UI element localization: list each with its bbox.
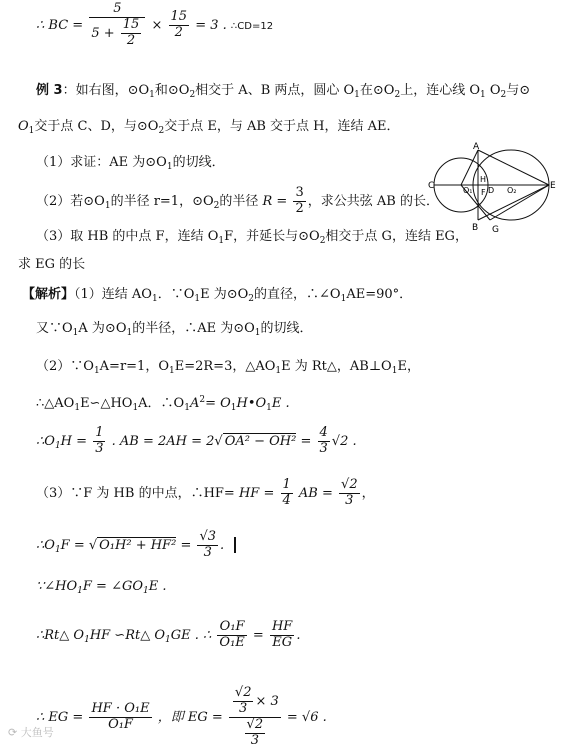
watermark-icon: ⟳ xyxy=(8,726,18,739)
solution-oh: $\therefore O_1H$ = $\frac{1}{3}$ . AB = 2AH = 2√ OA² − OH² = $\frac{4}{3}$ √2 . xyxy=(36,425,357,456)
oh-d: = xyxy=(300,433,312,449)
q2-a: （2）若⊙O xyxy=(36,193,105,209)
rt-num: O₁F xyxy=(217,620,246,636)
l3-c: AB = xyxy=(298,485,333,501)
sol-b: ．∵O xyxy=(157,287,195,302)
q2-c: 的半径 xyxy=(219,193,259,209)
bc-lhs: BC = xyxy=(48,17,84,33)
ex-l2s: 1 xyxy=(28,126,35,136)
of-s: 1 xyxy=(54,544,61,555)
q2-b: 的半径 r=1，⊙O xyxy=(110,193,214,209)
rt-frac xyxy=(217,620,246,651)
text-cursor xyxy=(234,537,236,553)
q3-s2: 2 xyxy=(319,236,326,246)
sim-g: E . xyxy=(271,396,290,411)
ang-c: E . xyxy=(148,579,167,594)
l3-b: HF = xyxy=(238,485,275,501)
l2-b: A=r=1，O xyxy=(99,359,169,374)
bc-frac2 xyxy=(169,10,190,41)
ang-s2: 1 xyxy=(143,586,149,596)
q2-s2: 2 xyxy=(213,200,220,211)
l3-frac2 xyxy=(339,478,360,509)
of-d: . xyxy=(220,537,225,553)
ex-s6: 2 xyxy=(500,90,507,100)
sim-f: H•O xyxy=(236,396,267,411)
q2-frac xyxy=(293,186,305,217)
sim-a: ∴△AO xyxy=(36,396,75,411)
oh-e: √2 . xyxy=(331,433,357,449)
eg-bigfrac-num xyxy=(229,686,281,718)
ang-a: ∵∠HO xyxy=(36,579,78,594)
rt-a: ∴Rt△ O xyxy=(36,627,85,643)
you-s: 1 xyxy=(72,328,79,338)
q1-a: （1）求证：AE 为⊙O xyxy=(36,155,167,170)
l3-num2: √2 xyxy=(341,477,358,492)
eg-dn: √2 xyxy=(246,716,264,732)
you-d: 的切线． xyxy=(260,321,313,336)
label-o1: O₁ xyxy=(463,186,473,195)
oh-den2: 3 xyxy=(319,440,328,456)
label-o2: O₂ xyxy=(507,186,517,195)
ex-s1: 1 xyxy=(149,90,155,100)
eg-nd: 3 xyxy=(239,700,248,716)
solution-rt xyxy=(36,620,300,651)
example3-line1 xyxy=(36,84,530,101)
sol-d: 的直径，∴∠O xyxy=(254,287,341,302)
watermark xyxy=(8,727,54,739)
bc-den-a: 5 + xyxy=(91,25,115,41)
eg-a: ∴ EG = xyxy=(36,709,84,725)
q3-c: 相交于点 G，连结 EG， xyxy=(325,229,468,244)
example3-line2 xyxy=(18,120,400,137)
ex-s5: 1 xyxy=(480,90,486,100)
ex-l2b: 交于点 C、D，与⊙O xyxy=(34,119,159,134)
l3-frac xyxy=(281,478,293,509)
sol-s3: 2 xyxy=(248,294,255,304)
you-s2: 1 xyxy=(126,328,133,338)
of-b: F = xyxy=(60,537,85,553)
sim-s: 1 xyxy=(74,403,81,413)
ex-t1: ：如右图，⊙O xyxy=(62,83,150,98)
geometry-figure xyxy=(428,140,558,235)
l3-den2: 3 xyxy=(345,492,354,508)
eg-nn: √2 xyxy=(234,685,252,700)
rt-c: GE . ∴ xyxy=(170,627,212,643)
ex-s3: 1 xyxy=(354,90,360,100)
oh-num: 1 xyxy=(95,425,104,440)
question-2 xyxy=(36,186,439,217)
solution-3 xyxy=(36,478,375,509)
you-b: A 为⊙O xyxy=(78,321,127,336)
of-c: = xyxy=(180,537,192,553)
line-ao1 xyxy=(461,150,478,185)
q3-s: 1 xyxy=(218,236,225,246)
label-e: E xyxy=(550,181,556,191)
question-1 xyxy=(36,156,225,173)
q2-den: 2 xyxy=(295,200,304,216)
q2-s: 1 xyxy=(104,200,111,211)
sim-e: = O xyxy=(205,396,231,411)
oh-rad: OA² − OH² xyxy=(224,433,297,449)
label-g: G xyxy=(492,225,499,235)
ex-t6: O xyxy=(485,83,501,98)
bc-den-frac xyxy=(121,18,142,49)
sim-s5: 1 xyxy=(266,403,272,413)
eg-bigfrac-den xyxy=(229,718,281,749)
ex-t5: 上，连心线 O xyxy=(400,83,480,98)
eg-den: O₁F xyxy=(108,716,133,732)
q2-num: 3 xyxy=(295,185,304,200)
eg-b: ，即 EG = xyxy=(157,709,223,725)
bc-frac2-num: 15 xyxy=(170,8,188,24)
rt-s2: 1 xyxy=(165,634,171,645)
eg-dd: 3 xyxy=(250,732,259,748)
l2-s2: 1 xyxy=(169,366,175,376)
l2-e: E， xyxy=(397,359,420,374)
ex-l2a: O xyxy=(18,119,29,134)
rt-den2: EG xyxy=(272,634,293,650)
l3-a: （3）∵F 为 HB 的中点，∴HF= xyxy=(36,485,235,501)
oh-den: 3 xyxy=(95,440,104,456)
sol-e: AE=90°． xyxy=(346,287,413,302)
example-label: 例 3 xyxy=(36,83,63,98)
label-h: H xyxy=(480,175,487,184)
l3-d: ， xyxy=(361,485,375,501)
label-f: F xyxy=(481,188,486,197)
oh-s: 1 xyxy=(54,440,61,451)
ex-l2s2: 2 xyxy=(158,126,165,136)
q1-s: 1 xyxy=(166,162,173,172)
eg-dfrac xyxy=(245,718,266,749)
ex-l2c: 交于点 E，与 AB 交于点 H，连结 AE． xyxy=(164,119,400,134)
bc-den-frac-den: 2 xyxy=(126,32,136,48)
rt-d: = xyxy=(252,627,264,643)
sim-d: A xyxy=(189,396,200,411)
of-a: ∴O xyxy=(36,537,55,553)
l2-s4: 1 xyxy=(391,366,398,376)
ex-t7: 与⊙ xyxy=(506,83,531,98)
l3-den: 4 xyxy=(282,492,291,508)
bc-frac2-den: 2 xyxy=(174,24,183,40)
solution-label: 【解析】 xyxy=(22,287,75,302)
ex-t4: 在⊙O xyxy=(359,83,395,98)
of-rad: O₁H² + HF² xyxy=(99,537,177,553)
solution-1 xyxy=(22,288,412,305)
bc-den xyxy=(89,18,145,49)
ex-s2: 2 xyxy=(189,90,196,100)
bc-line xyxy=(36,2,273,49)
eg-nfrac xyxy=(233,686,254,717)
solution-2 xyxy=(36,360,420,377)
eg-num: HF · O₁E xyxy=(91,700,150,716)
bc-num: 5 xyxy=(89,2,145,18)
you-c: 的半径，∴AE 为⊙O xyxy=(132,321,255,336)
q2-d: ，求公共弦 AB 的长． xyxy=(307,193,439,209)
eg-c: = √6 . xyxy=(286,709,327,725)
oh-b: H = xyxy=(60,433,88,449)
q3b: 求 EG 的长 xyxy=(18,257,86,272)
eg-bigfrac xyxy=(229,686,281,749)
ex-t2: 和⊙O xyxy=(154,83,190,98)
solution-angle xyxy=(36,580,167,597)
sol-s2: 1 xyxy=(194,294,201,304)
bc-rest: = 3 . xyxy=(195,17,227,33)
rt-e: . xyxy=(296,627,301,643)
solution-of: $\therefore O_1F$ = √ O₁H² + HF² = $\frac{√3}{3}$ . xyxy=(36,530,236,561)
sol-s4: 1 xyxy=(340,294,347,304)
l3-num: 1 xyxy=(282,477,291,492)
sim-s3: 1 xyxy=(184,403,190,413)
times-sign: × xyxy=(151,17,163,33)
oh-num2: 4 xyxy=(319,425,328,440)
sim-s4: 1 xyxy=(230,403,237,413)
label-d: D xyxy=(488,186,495,195)
q3-b: F，并延长与⊙O xyxy=(224,229,320,244)
ang-s: 1 xyxy=(77,586,83,596)
sim-b: E∽△HO xyxy=(80,396,133,411)
you-a: 又∵O xyxy=(36,321,73,336)
sol-a: （1）连结 AO xyxy=(74,287,152,302)
eg-frac xyxy=(89,702,151,733)
rt-frac2 xyxy=(270,620,294,651)
ang-b: F = ∠GO xyxy=(82,579,144,594)
l2-s: 1 xyxy=(93,366,100,376)
rt-num2: HF xyxy=(271,619,293,634)
rt-den: O₁E xyxy=(219,634,245,650)
solution-sim xyxy=(36,396,290,414)
oh-c: . AB = 2AH = 2 xyxy=(111,433,215,449)
sol-c: E 为⊙O xyxy=(200,287,249,302)
rt-s: 1 xyxy=(84,634,90,645)
of-num: √3 xyxy=(199,529,217,544)
therefore-symbol: ∴ xyxy=(36,17,45,33)
watermark-text: 大鱼号 xyxy=(20,726,54,739)
oh-a: ∴O xyxy=(36,433,55,449)
eg-times: × 3 xyxy=(255,693,279,709)
label-c: C xyxy=(428,181,435,191)
bc-fraction xyxy=(89,2,145,49)
solution-you xyxy=(36,322,313,339)
ex-t3: 相交于 A、B 两点，圆心 O xyxy=(195,83,355,98)
question-3 xyxy=(36,230,468,247)
solution-eg xyxy=(36,686,327,749)
oh-frac2 xyxy=(318,426,330,457)
l2-a: （2）∵O xyxy=(36,359,94,374)
question-3-cont xyxy=(18,258,85,272)
sim-c: A．∴O xyxy=(138,396,185,411)
line-ae xyxy=(478,150,549,185)
line-ge xyxy=(490,185,549,220)
l2-d: E 为 Rt△，AB⊥O xyxy=(281,359,392,374)
label-a: A xyxy=(473,142,480,152)
bc-den-frac-num: 15 xyxy=(122,16,140,32)
l2-c: E=2R=3，△AO xyxy=(174,359,276,374)
sol-s: 1 xyxy=(151,294,158,304)
label-b: B xyxy=(472,223,479,233)
of-frac xyxy=(197,530,218,561)
you-s3: 1 xyxy=(254,328,261,338)
q1-b: 的切线． xyxy=(172,155,225,170)
sim-sup: 2 xyxy=(199,395,206,405)
l2-s3: 1 xyxy=(275,366,282,376)
ex-s4: 2 xyxy=(394,90,401,100)
sim-s2: 1 xyxy=(132,403,139,413)
of-den: 3 xyxy=(203,544,212,560)
oh-frac xyxy=(93,426,105,457)
q2-R: R = xyxy=(262,193,288,209)
rt-b: HF ∽Rt△ O xyxy=(89,627,165,643)
cd-result: ∴CD=12 xyxy=(230,20,274,32)
q3-a: （3）取 HB 的中点 F，连结 O xyxy=(36,229,219,244)
